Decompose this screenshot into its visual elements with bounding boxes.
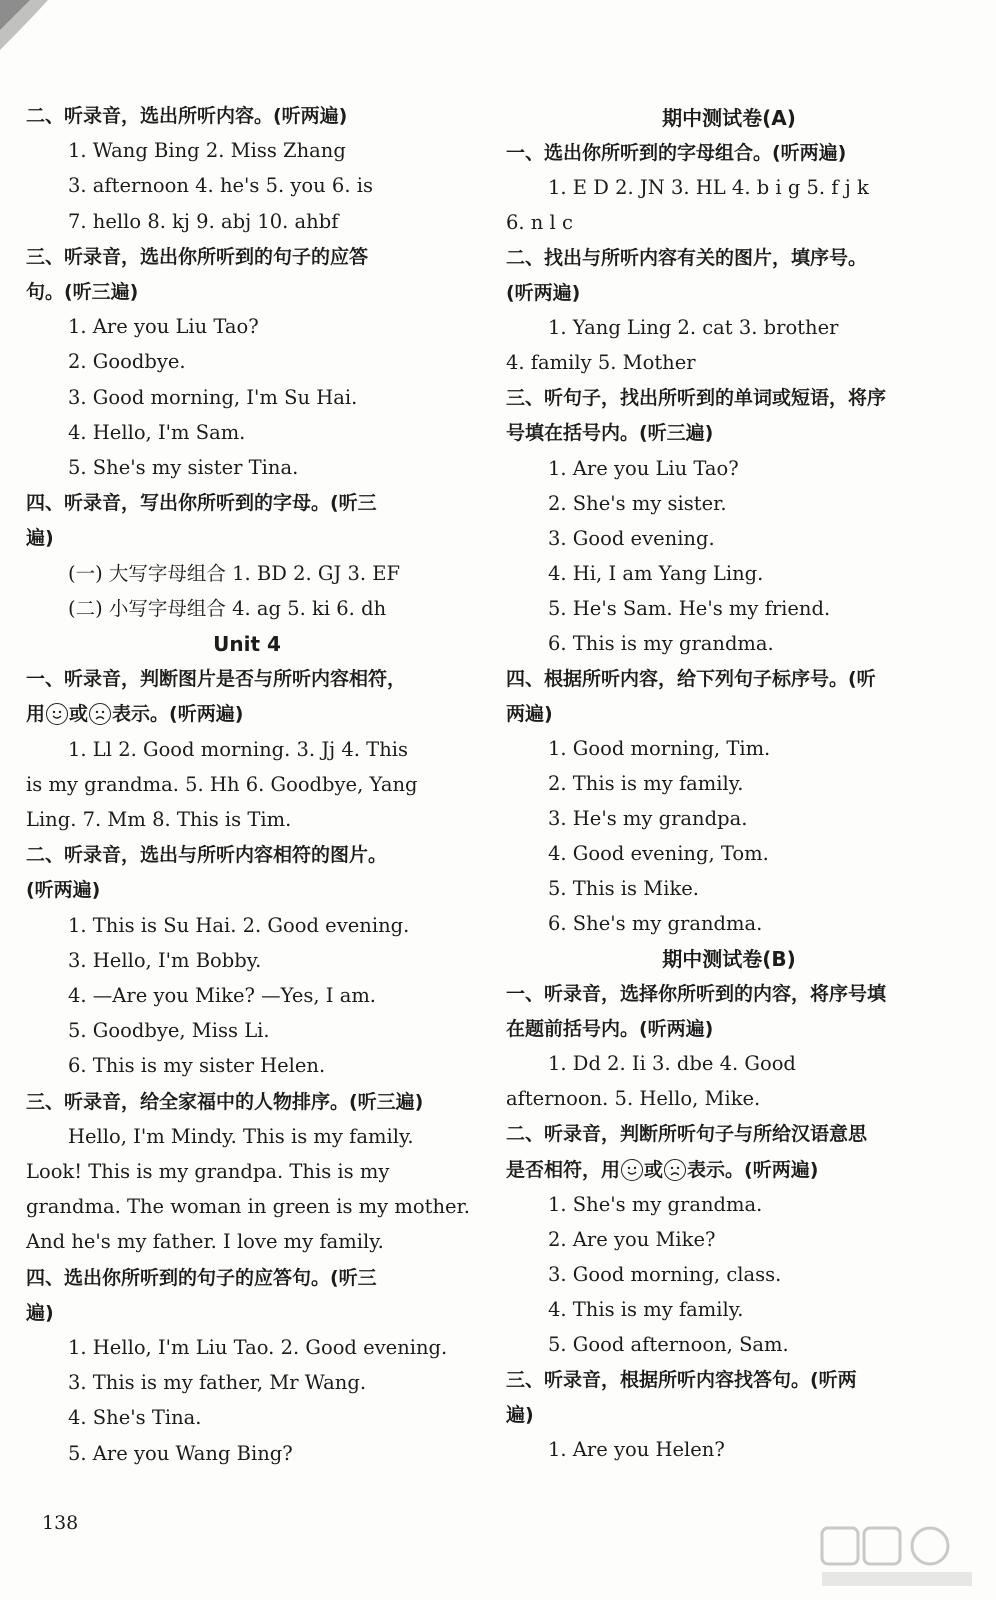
answer-line: 2. This is my family. [548, 771, 744, 795]
answer-line: afternoon. 5. Hello, Mike. [506, 1087, 761, 1111]
answer-line: Ling. 7. Mm 8. This is Tim. [26, 808, 292, 831]
answer-line: 3. This is my father, Mr Wang. [68, 1371, 367, 1395]
answer-line: And he's my father. I love my family. [26, 1230, 384, 1254]
question-heading: 三、听录音，根据所听内容找答句。(听两 [506, 1368, 857, 1391]
answer-line: 1. Dd 2. Ii 3. dbe 4. Good [548, 1052, 796, 1076]
question-heading: 句。(听三遍) [26, 281, 139, 303]
corner-decoration-icon [0, 0, 60, 60]
question-heading: 在题前括号内。(听两遍) [506, 1018, 714, 1041]
question-heading: 二、听录音，选出所听内容。(听两遍) [26, 105, 348, 127]
answer-line: is my grandma. 5. Hh 6. Goodbye, Yang [26, 772, 418, 796]
question-heading [506, 1158, 818, 1182]
question-heading: 号填在括号内。(听三遍) [506, 422, 714, 445]
answer-line: 1. Are you Liu Tao? [548, 456, 739, 480]
answer-line: 3. Good evening. [548, 526, 715, 550]
question-heading: 遍) [26, 527, 54, 550]
question-heading: 三、听句子，找出所听到的单词或短语，将序 [506, 387, 887, 410]
answer-line: 4. family 5. Mother [506, 351, 696, 375]
answer-line: (一) 大写字母组合 1. BD 2. GJ 3. EF [68, 561, 401, 585]
question-heading: 二、听录音，选出与所听内容相符的图片。 [26, 844, 388, 867]
heading-text: 是否相符，用 [506, 1158, 621, 1181]
answer-line: 6. n l c [506, 211, 573, 235]
question-heading: 遍) [506, 1403, 534, 1426]
answer-line: 5. She's my sister Tina. [68, 456, 299, 479]
heading-text: 用 [26, 703, 46, 726]
answer-line: 3. Good morning, I'm Su Hai. [68, 385, 358, 409]
answer-line: 5. Are you Wang Bing? [68, 1441, 293, 1465]
section-title: 期中测试卷(A) [662, 106, 796, 130]
answer-line: 1. Are you Liu Tao? [68, 315, 259, 339]
answer-line: 5. Good afternoon, Sam. [548, 1332, 789, 1356]
heading-text-end: 表示。(听两遍) [112, 703, 244, 726]
answer-line: 1. This is Su Hai. 2. Good evening. [68, 913, 410, 937]
answer-line: 6. She's my grandma. [548, 912, 763, 936]
answer-line: (二) 小写字母组合 4. ag 5. ki 6. dh [68, 596, 387, 620]
answer-line: 2. Are you Mike? [548, 1227, 716, 1251]
page-number: 138 [42, 1512, 79, 1534]
answer-line: 1. Wang Bing 2. Miss Zhang [68, 139, 346, 163]
answer-line: 5. Goodbye, Miss Li. [68, 1019, 270, 1043]
answer-line: grandma. The woman in green is my mother. [26, 1195, 470, 1219]
question-heading: 一、听录音，判断图片是否与所听内容相符， [26, 668, 407, 691]
or-text: 或 [644, 1158, 664, 1181]
answer-line: 6. This is my sister Helen. [68, 1054, 326, 1078]
answer-line: 1. Are you Helen? [548, 1437, 725, 1461]
answer-line: 4. Hi, I am Yang Ling. [548, 561, 764, 585]
answer-line: 1. Good morning, Tim. [548, 736, 771, 760]
answer-line: 3. Good morning, class. [548, 1262, 782, 1286]
answer-line: Look! This is my grandpa. This is my [26, 1160, 390, 1183]
section-title: Unit 4 [213, 632, 281, 656]
answer-line: 2. Goodbye. [68, 350, 186, 374]
answer-line: 4. —Are you Mike? —Yes, I am. [68, 984, 377, 1007]
answer-line: 4. Hello, I'm Sam. [68, 420, 246, 444]
answer-line: Hello, I'm Mindy. This is my family. [68, 1124, 414, 1148]
answer-line: 1. Yang Ling 2. cat 3. brother [548, 316, 839, 340]
question-heading: 两遍) [506, 702, 553, 725]
question-heading: 遍) [26, 1301, 54, 1324]
section-title: 期中测试卷(B) [662, 947, 796, 972]
answer-line: 2. She's my sister. [548, 491, 727, 515]
question-heading: 四、听录音，写出你所听到的字母。(听三 [26, 492, 377, 515]
question-heading [26, 702, 243, 726]
answer-line: 1. E D 2. JN 3. HL 4. b i g 5. f j k [548, 176, 869, 200]
frown-face-icon [664, 1159, 686, 1181]
answer-line: 1. Hello, I'm Liu Tao. 2. Good evening. [68, 1336, 448, 1359]
answer-line: 3. Hello, I'm Bobby. [68, 948, 262, 972]
answer-line: 4. This is my family. [548, 1297, 744, 1321]
answer-line: 1. She's my grandma. [548, 1192, 763, 1216]
question-heading: 一、听录音，选择你所听到的内容，将序号填 [506, 983, 887, 1006]
answer-line: 5. He's Sam. He's my friend. [548, 596, 831, 620]
smile-face-icon [46, 703, 68, 725]
question-heading: (听两遍) [26, 879, 101, 902]
answer-line: 5. This is Mike. [548, 877, 700, 901]
watermark-logo-icon [818, 1522, 978, 1592]
question-heading: 三、听录音，选出你所听到的句子的应答 [26, 245, 369, 268]
question-heading: 四、选出你所听到的句子的应答句。(听三 [26, 1266, 377, 1289]
question-heading: 二、找出与所听内容有关的图片，填序号。 [506, 247, 868, 270]
answer-line: 6. This is my grandma. [548, 631, 774, 655]
heading-text-end: 表示。(听两遍) [687, 1158, 819, 1181]
answer-line: 4. Good evening, Tom. [548, 842, 769, 866]
question-heading: (听两遍) [506, 282, 581, 305]
or-text: 或 [69, 703, 89, 726]
smile-face-icon [621, 1159, 643, 1181]
frown-face-icon [89, 703, 111, 725]
question-heading: 一、选出你所听到的字母组合。(听两遍) [506, 142, 847, 165]
answer-line: 1. Ll 2. Good morning. 3. Jj 4. This [68, 737, 408, 761]
question-heading: 三、听录音，给全家福中的人物排序。(听三遍) [26, 1090, 424, 1113]
answer-line: 3. He's my grandpa. [548, 807, 748, 830]
answer-line: 7. hello 8. kj 9. abj 10. ahbf [68, 209, 339, 233]
answer-line: 3. afternoon 4. he's 5. you 6. is [68, 174, 373, 198]
answer-line: 4. She's Tina. [68, 1406, 202, 1430]
question-heading: 四、根据所听内容，给下列句子标序号。(听 [506, 667, 876, 690]
question-heading: 二、听录音，判断所听句子与所给汉语意思 [506, 1123, 868, 1146]
